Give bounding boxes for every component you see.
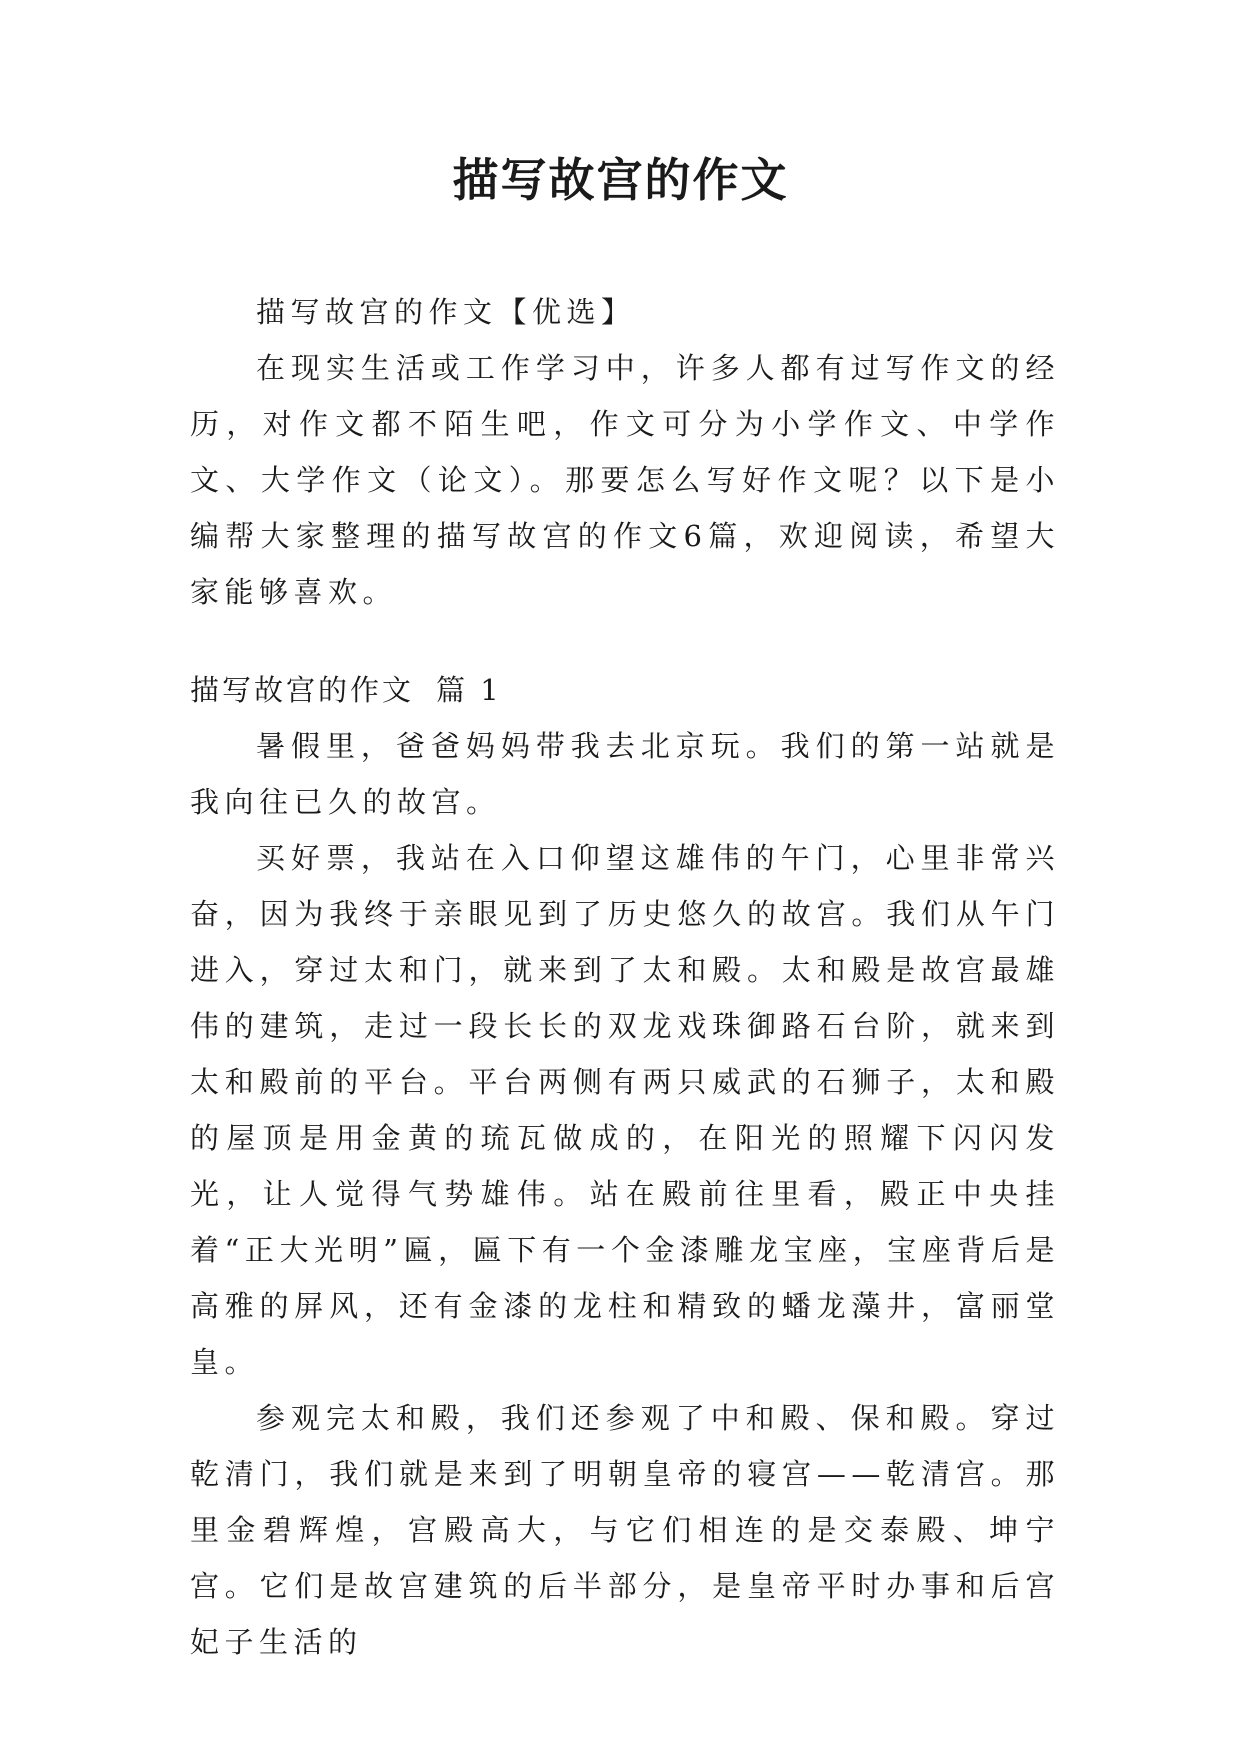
document-title: 描写故宫的作文 — [452, 153, 789, 207]
section-heading-title: 描写故宫的作文 — [190, 673, 415, 707]
document-subtitle: 描写故宫的作文【优选】 — [256, 295, 636, 329]
body-paragraph-1: 暑假里，爸爸妈妈带我去北京玩。我们的第一站就是我向往已久的故宫。 — [190, 729, 1060, 819]
body-paragraph-3: 参观完太和殿，我们还参观了中和殿、保和殿。穿过乾清门，我们就是来到了明朝皇帝的寝宫——乾清宫。那里金碧辉煌，宫殿高大，与它们相连的是交泰殿、坤宁宫。它们是故宫建筑的后半部分，是皇帝平时办事和后宫妃子生活的 — [190, 1401, 1060, 1659]
intro-paragraph: 在现实生活或工作学习中，许多人都有过写作文的经历，对作文都不陌生吧，作文可分为小学作文、中学作文、大学作文（论文）。那要怎么写好作文呢？以下是小编帮大家整理的描写故宫的作文6篇，欢迎阅读，希望大家能够喜欢。 — [190, 351, 1060, 609]
section-heading-number: 篇 1 — [436, 673, 502, 707]
section-heading — [190, 662, 1060, 718]
document-body — [190, 284, 1060, 1670]
body-paragraph-2: 买好票，我站在入口仰望这雄伟的午门，心里非常兴奋，因为我终于亲眼见到了历史悠久的故宫。我们从午门进入，穿过太和门，就来到了太和殿。太和殿是故宫最雄伟的建筑，走过一段长长的双龙戏珠御路石台阶，就来到太和殿前的平台。平台两侧有两只威武的石狮子，太和殿的屋顶是用金黄的琉瓦做成的，在阳光的照耀下闪闪发光，让人觉得气势雄伟。站在殿前往里看，殿正中央挂着“正大光明”匾，匾下有一个金漆雕龙宝座，宝座背后是高雅的屏风，还有金漆的龙柱和精致的蟠龙藻井，富丽堂皇。 — [190, 841, 1060, 1379]
